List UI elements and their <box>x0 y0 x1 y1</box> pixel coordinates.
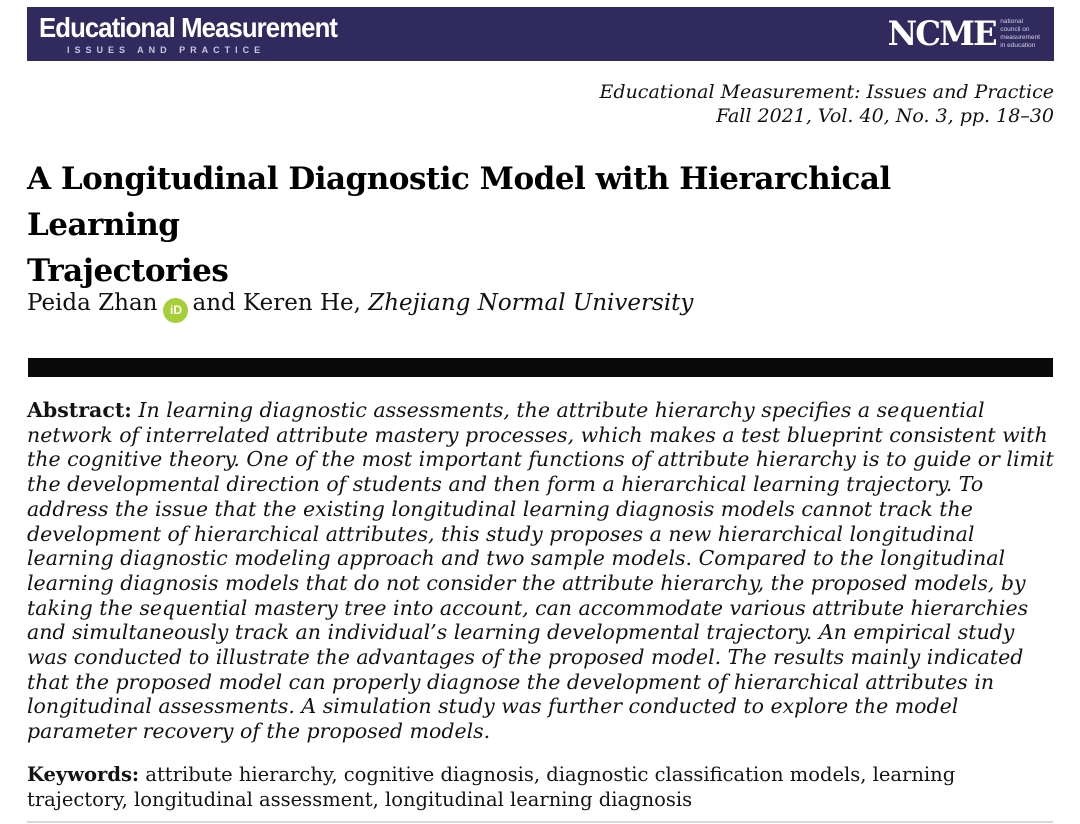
journal-banner <box>27 7 1054 61</box>
journal-logo <box>39 11 363 55</box>
journal-subtitle: ISSUES AND PRACTICE <box>67 44 266 55</box>
ncme-tagline-line: measurement <box>1000 34 1040 41</box>
keywords-label: Keywords: <box>27 763 140 786</box>
author-name-1: Peida Zhan <box>27 290 158 316</box>
keywords-paragraph <box>27 762 1020 812</box>
ncme-tagline-line: council on <box>1000 26 1030 33</box>
ncme-tagline-line: national <box>1000 18 1024 25</box>
article-title-line-2: Trajectories <box>27 253 229 289</box>
ncme-acronym: NCME <box>887 14 996 54</box>
abstract-label: Abstract: <box>27 398 132 422</box>
author-affiliation: Zhejiang Normal University <box>368 290 694 316</box>
section-divider-rule <box>28 358 1053 377</box>
author-name-2: and Keren He, <box>192 290 361 316</box>
journal-name: Educational Measurement <box>39 11 338 43</box>
keywords-text: attribute hierarchy, cognitive diagnosis, diagnostic classification models, learning trajectory, longitudinal assessment, longitudinal learning diagnosis <box>27 763 956 811</box>
article-title-line-1: A Longitudinal Diagnostic Model with Hierarchical Learning <box>27 161 891 243</box>
article-title <box>27 156 1053 294</box>
page-bottom-rule <box>27 821 1053 823</box>
ncme-tagline-line: in education <box>1000 42 1036 49</box>
author-line <box>27 290 693 323</box>
journal-citation <box>600 80 1054 128</box>
citation-journal-title: Educational Measurement: Issues and Practice <box>599 81 1054 103</box>
citation-issue-pages: Fall 2021, Vol. 40, No. 3, pp. 18–30 <box>716 105 1054 127</box>
ncme-logo <box>882 14 1040 54</box>
ncme-tagline <box>1000 18 1040 50</box>
orcid-icon[interactable]: iD <box>163 298 188 323</box>
abstract-paragraph <box>27 398 1055 744</box>
abstract-text: In learning diagnostic assessments, the attribute hierarchy specifies a sequential network of interrelated attribute mastery processes, which makes a test blueprint consistent with the cognitive theory. One of the most important functions of attribute hierarchy is to guide or limit the developmental direction of students and then form a hierarchical learning trajectory. To address the issue that the existing longitudinal learning diagnosis models cannot track the development of hierarchical attributes, this study proposes a new hierarchical longitudinal learning diagnostic modeling approach and two sample models. Compared to the longitudinal learning diagnosis models that do not consider the attribute hierarchy, the proposed models, by taking the sequential mastery tree into account, can accommodate various attribute hierarchies and simultaneously track an individual’s learning developmental trajectory. An empirical study was conducted to illustrate the advantages of the proposed model. The results mainly indicated that the proposed model can properly diagnose the development of hierarchical attributes in longitudinal assessments. A simulation study was further conducted to explore the model parameter recovery of the proposed models. <box>27 398 1054 744</box>
